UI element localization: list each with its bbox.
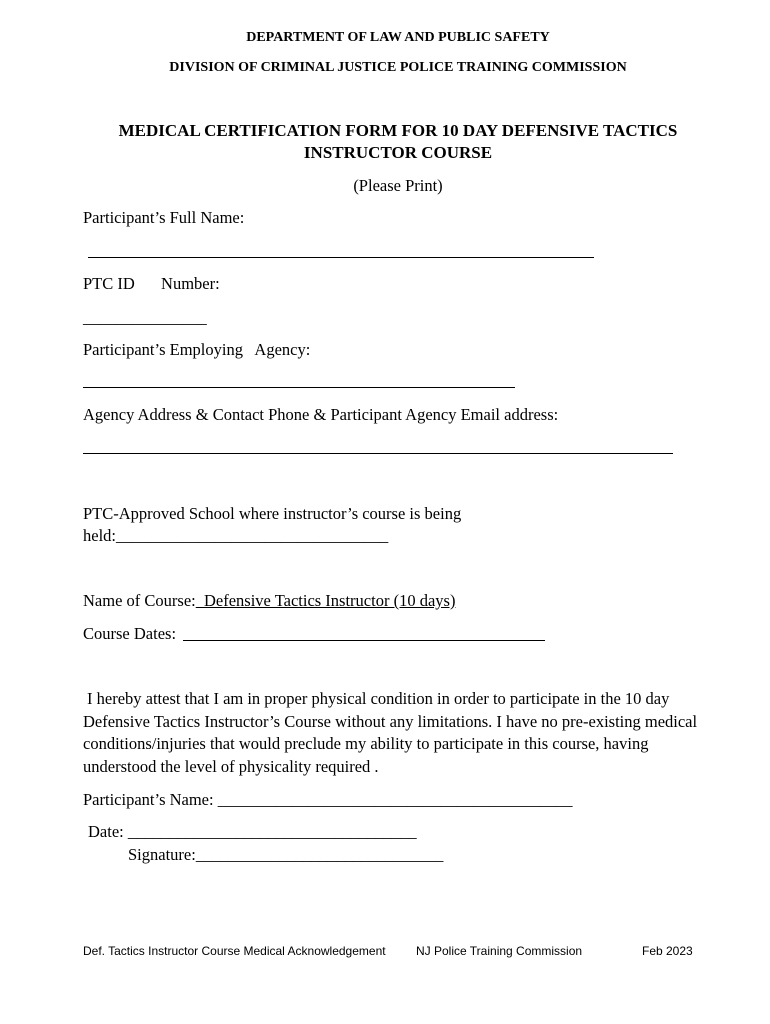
course-dates-label: Course Dates: [83,624,177,643]
participant-name-label: Participant’s Name: [83,790,214,809]
department-heading: DEPARTMENT OF LAW AND PUBLIC SAFETY [246,30,550,45]
participant-name-row [83,790,572,810]
participant-name-field[interactable]: ___________________________________________ [217,790,573,809]
footer-document-title: Def. Tactics Instructor Course Medical Acknowledgement [83,944,386,958]
form-title [60,120,736,164]
date-label: Date: [88,822,124,841]
footer-date: Feb 2023 [642,944,693,958]
agency-address-field[interactable] [83,453,673,454]
signature-row [128,845,443,865]
date-field[interactable]: ___________________________________ [127,822,417,841]
ptc-id-label-part2: Number: [161,274,220,293]
footer-organization: NJ Police Training Commission [416,944,583,958]
approved-school-label-line2 [83,526,388,546]
form-title-line2: INSTRUCTOR COURSE [303,143,493,162]
approved-school-held-label: held: [83,526,116,545]
agency-address-label [83,405,558,425]
course-name-row [83,591,455,611]
attestation-statement: I hereby attest that I am in proper physical condition in order to participate in the 10 day Defensive Tactics Instructor’s Course without any limitations. I have no pre-existing medical conditions/injuries that would preclude my ability to participate in this course, having understood the level of physicality required . [83,689,698,776]
employing-agency-field[interactable] [83,387,515,388]
signature-field[interactable]: ______________________________ [195,845,444,864]
course-dates-field[interactable] [183,640,545,641]
approved-school-label-line1: PTC-Approved School where instructor’s course is being [83,504,462,523]
signature-label: Signature: [128,845,196,864]
agency-address-label-text: Agency Address & Contact Phone & Participant Agency Email address: [83,405,559,424]
ptc-id-field[interactable]: _______________ [83,308,207,327]
date-row [88,822,417,842]
please-print-note: (Please Print) [353,176,443,195]
course-name-value: Defensive Tactics Instructor (10 days) [195,591,456,610]
employing-agency-label-text: Participant’s Employing Agency: [83,340,311,359]
form-title-line1: MEDICAL CERTIFICATION FORM FOR 10 DAY DEFENSIVE TACTICS [118,121,678,140]
course-name-label: Name of Course: [83,591,196,610]
ptc-id-label-part1: PTC ID [83,274,135,293]
division-heading: DIVISION OF CRIMINAL JUSTICE POLICE TRAINING COMMISSION [169,60,627,75]
full-name-field[interactable] [88,257,594,258]
approved-school-field[interactable]: _________________________________ [116,526,389,545]
full-name-label: Participant’s Full Name: [83,208,245,227]
ptc-id-label [83,274,220,294]
employing-agency-label [83,340,310,360]
